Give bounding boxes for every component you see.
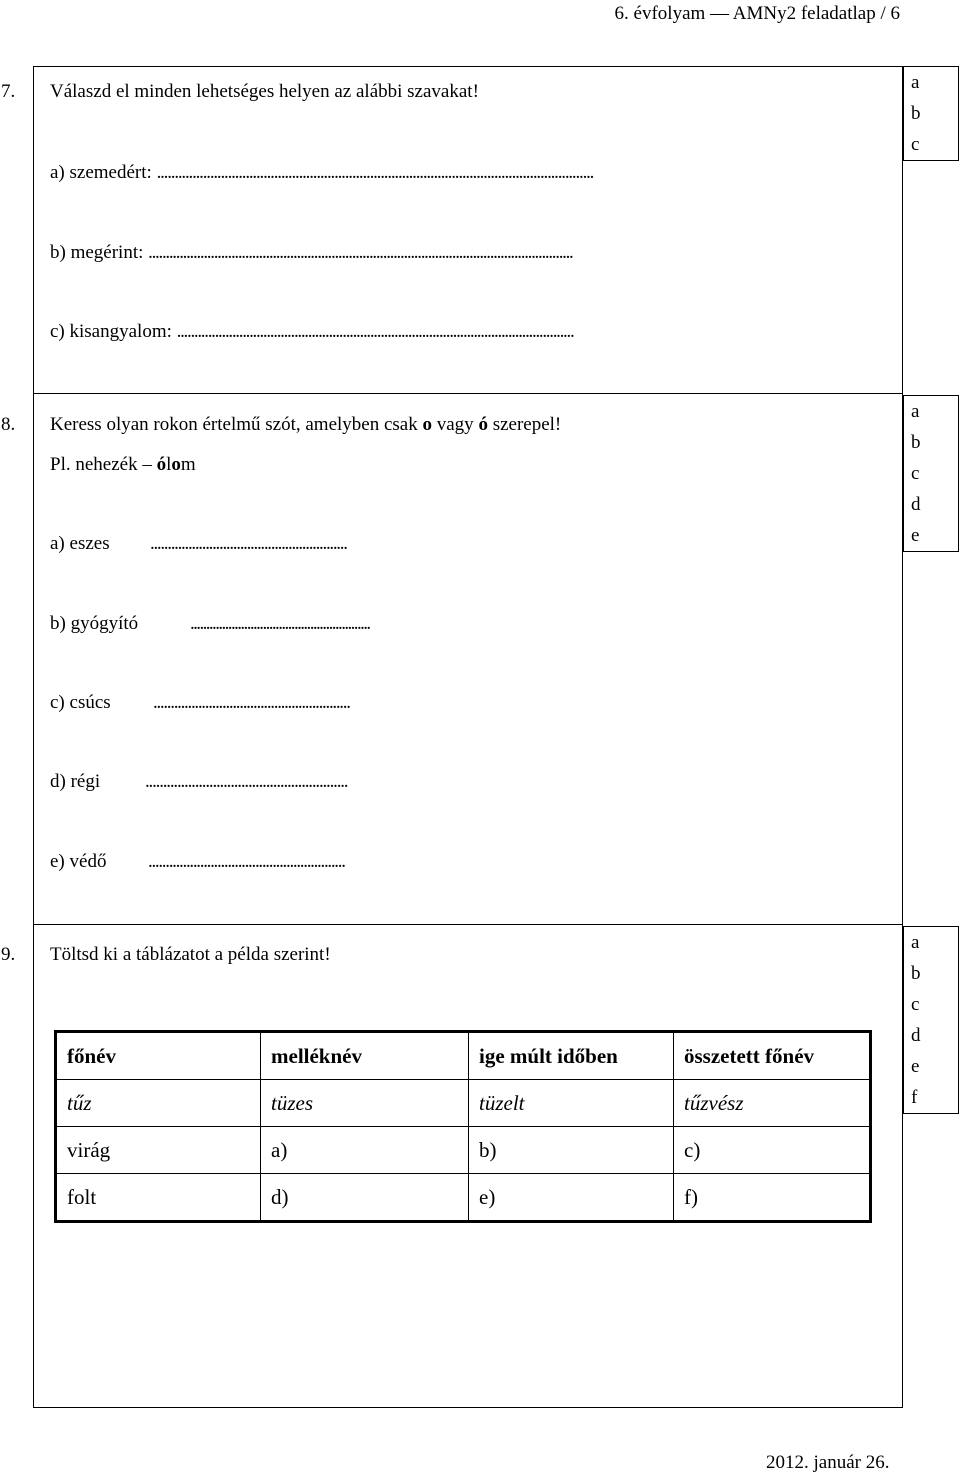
table-row: [56, 1174, 871, 1222]
page-footer-date: 2012. január 26.: [766, 1452, 890, 1473]
answer-blank[interactable]: ...........................................................................................................................: [156, 162, 594, 183]
answer-blank[interactable]: .........................................................: [150, 533, 347, 554]
answer-cell[interactable]: c): [674, 1127, 871, 1174]
task8-item-label: d) régi: [50, 771, 101, 792]
score-cell-b: b: [911, 432, 921, 453]
answer-cell[interactable]: b): [469, 1127, 674, 1174]
table-cell: tüzelt: [469, 1080, 674, 1127]
task7-item-b: [50, 243, 573, 262]
task8-item-label: c) csúcs: [50, 692, 111, 713]
answer-cell[interactable]: f): [674, 1174, 871, 1222]
score-cell-d: d: [911, 1025, 921, 1046]
score-cell-a: a: [911, 72, 920, 93]
task8-instruction: Keress olyan rokon értelmű szót, amelyben csak o vagy ó szerepel!: [50, 414, 562, 435]
table-row: [56, 1127, 871, 1174]
task9-score-box: [903, 926, 959, 1114]
table-cell: tűzvész: [674, 1080, 871, 1127]
table-cell: folt: [56, 1174, 261, 1222]
header-cell: összetett főnév: [674, 1032, 871, 1080]
task8-example: Pl. nehezék – ólom: [50, 454, 196, 475]
task9-number: 9.: [1, 944, 16, 965]
answer-blank[interactable]: .........................................................: [153, 692, 350, 713]
word-form-table: [54, 1030, 872, 1223]
task9-instruction: Töltsd ki a táblázatot a példa szerint!: [50, 944, 331, 965]
header-cell: melléknév: [261, 1032, 469, 1080]
task8-item-label: b) gyógyító: [50, 613, 139, 634]
table-cell: tüzes: [261, 1080, 469, 1127]
section-divider: [33, 393, 903, 394]
header-cell: ige múlt időben: [469, 1032, 674, 1080]
page-header: 6. évfolyam — AMNy2 feladatlap / 6: [614, 3, 900, 24]
item-label: a) szemedért:: [50, 162, 152, 183]
item-label: b) megérint:: [50, 242, 144, 263]
answer-blank[interactable]: .........................................................: [190, 613, 370, 634]
answer-blank[interactable]: ...................................................................................................................: [176, 321, 574, 342]
task8-number: 8.: [1, 414, 16, 435]
item-label: c) kisangyalom:: [50, 321, 172, 342]
task7-score-box: [903, 66, 959, 161]
answer-cell[interactable]: e): [469, 1174, 674, 1222]
score-cell-a: a: [911, 401, 920, 422]
answer-blank[interactable]: .........................................................: [148, 851, 345, 872]
score-cell-d: d: [911, 494, 921, 515]
table-header-row: [56, 1032, 871, 1080]
task7-item-a: [50, 163, 593, 182]
header-cell: főnév: [56, 1032, 261, 1080]
section-divider: [33, 924, 903, 925]
task8-score-box: [903, 395, 959, 552]
score-cell-e: e: [911, 1056, 920, 1077]
score-cell-f: f: [911, 1087, 918, 1108]
score-cell-c: c: [911, 994, 920, 1015]
score-cell-c: c: [911, 463, 920, 484]
score-cell-e: e: [911, 525, 920, 546]
task8-item-label: e) védő: [50, 851, 107, 872]
task8-item-label: a) eszes: [50, 533, 110, 554]
answer-blank[interactable]: ...........................................................................................................................: [148, 242, 573, 263]
score-cell-a: a: [911, 932, 920, 953]
task7-item-c: [50, 322, 573, 341]
score-cell-b: b: [911, 963, 921, 984]
score-cell-c: c: [911, 134, 920, 155]
answer-cell[interactable]: a): [261, 1127, 469, 1174]
table-cell: tűz: [56, 1080, 261, 1127]
task7-instruction: Válaszd el minden lehetséges helyen az alábbi szavakat!: [50, 81, 479, 102]
answer-cell[interactable]: d): [261, 1174, 469, 1222]
score-cell-b: b: [911, 103, 921, 124]
task7-number: 7.: [1, 81, 16, 102]
table-cell: virág: [56, 1127, 261, 1174]
answer-blank[interactable]: .........................................................: [145, 771, 348, 792]
table-row: [56, 1080, 871, 1127]
